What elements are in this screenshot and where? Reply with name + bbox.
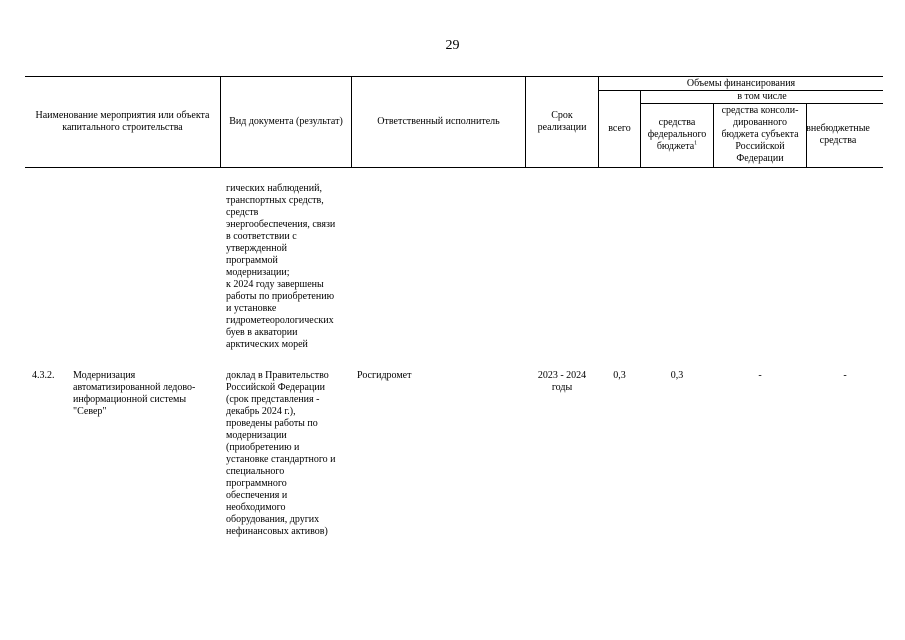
continuation-line: программой xyxy=(226,255,278,266)
row-federal: 0,3 xyxy=(670,370,684,381)
continuation-line: гидрометеорологических xyxy=(226,315,334,326)
col-divider-2 xyxy=(351,76,352,167)
row-extrabudget: - xyxy=(843,370,847,381)
row-document-line: необходимого xyxy=(226,502,286,513)
row-name-line: информационной системы xyxy=(73,394,187,405)
row-term xyxy=(527,370,597,394)
footnote-marker: 1 xyxy=(694,140,698,147)
col-divider-1 xyxy=(220,76,221,167)
continuation-line: энергообеспечения, связи xyxy=(226,219,336,230)
continuation-line: в соответствии с xyxy=(226,231,297,242)
header-name: Наименование мероприятия или объекта капитального строительства xyxy=(35,109,210,133)
header-responsible: Ответственный исполнитель xyxy=(377,115,500,127)
row-term-line: годы xyxy=(551,382,573,393)
continuation-document xyxy=(226,183,335,351)
row-document-line: программного xyxy=(226,478,287,489)
col-divider-3 xyxy=(525,76,526,167)
row-name-line: "Север" xyxy=(73,406,107,417)
row-document-line: модернизации xyxy=(226,430,287,441)
continuation-line: средств xyxy=(226,207,259,218)
row-document-line: обеспечения и xyxy=(226,490,288,501)
row-regional: - xyxy=(758,370,762,381)
row-document-line: установке стандартного и xyxy=(226,454,336,465)
header-extrabudget: внебюджетные средства xyxy=(806,123,870,146)
row-total: 0,3 xyxy=(613,370,626,381)
header-term: Срок реализации xyxy=(537,109,587,133)
row-document-line: доклад в Правительство xyxy=(226,370,329,381)
header-total: всего xyxy=(608,122,631,134)
row-name-line: автоматизированной ледово- xyxy=(73,382,196,393)
page-number: 29 xyxy=(445,38,460,53)
row-document-line: декабрь 2024 г.), xyxy=(226,406,296,417)
header-bottom-rule xyxy=(25,167,883,168)
row-document-line: (приобретению и xyxy=(226,442,300,453)
row-document-line: Российской Федерации xyxy=(226,382,326,393)
row-document-line: (срок представления - xyxy=(226,394,320,405)
row-document xyxy=(226,370,336,538)
continuation-line: утвержденной xyxy=(226,243,287,254)
continuation-line: к 2024 году завершены xyxy=(226,279,324,290)
header-financing-title: Объемы финансирования xyxy=(686,77,796,89)
header-including: в том числе xyxy=(737,90,787,102)
row-name xyxy=(73,370,195,418)
row-document-line: проведены работы по xyxy=(226,418,318,429)
row-responsible: Росгидромет xyxy=(357,370,412,381)
continuation-line: транспортных средств, xyxy=(226,195,324,206)
continuation-line: и установке xyxy=(226,303,277,314)
row-document-line: специального xyxy=(226,466,285,477)
header-federal xyxy=(645,103,709,167)
row-number: 4.3.2. xyxy=(32,370,55,381)
continuation-line: работы по приобретению xyxy=(226,291,335,302)
row-name-line: Модернизация xyxy=(73,370,136,381)
continuation-line: модернизации; xyxy=(226,267,290,278)
continuation-line: буев в акватории xyxy=(226,327,298,338)
continuation-line: арктических морей xyxy=(226,339,308,350)
row-document-line: оборудования, других xyxy=(226,514,320,525)
header-document: Вид документа (результат) xyxy=(229,115,343,127)
row-document-line: нефинансовых активов) xyxy=(226,526,328,537)
header-federal-text: средства федерального бюджета xyxy=(647,117,707,152)
header-regional: средства консоли-дированного бюджета субъекта Российской Федерации xyxy=(721,105,799,164)
continuation-line: гических наблюдений, xyxy=(226,183,322,194)
row-term-line: 2023 - 2024 xyxy=(537,370,587,381)
